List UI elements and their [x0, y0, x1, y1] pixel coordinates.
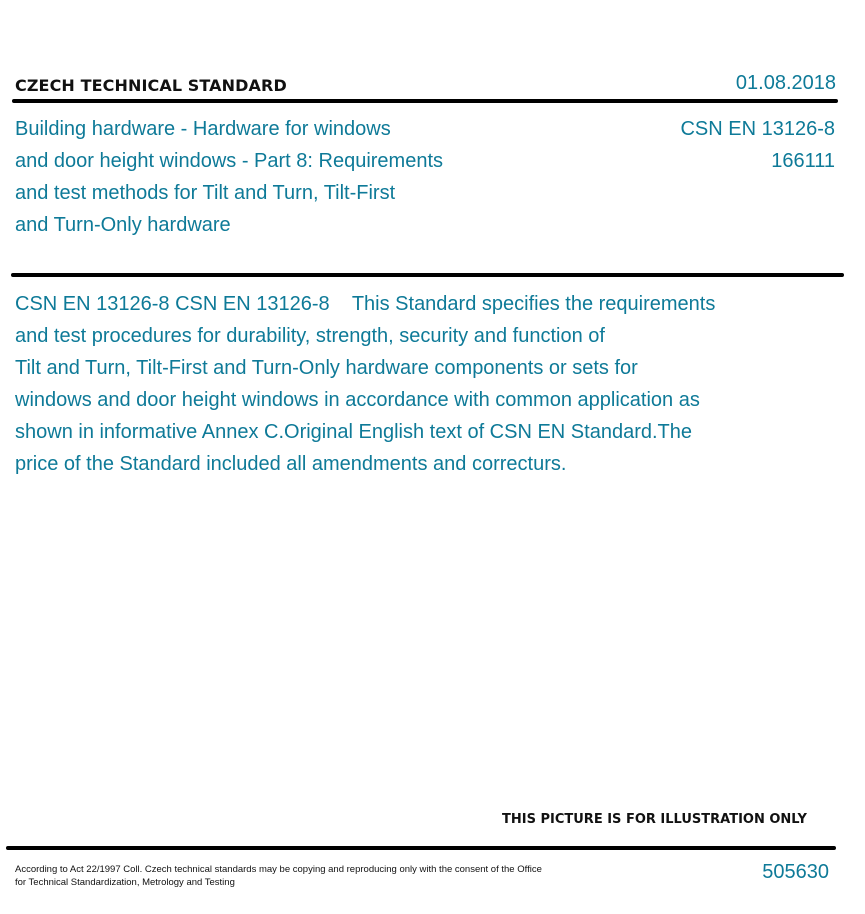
legal-notice-line: for Technical Standardization, Metrology and Testing [15, 877, 235, 888]
publication-date: 01.08.2018 [735, 72, 836, 94]
abstract-line: Tilt and Turn, Tilt-First and Turn-Only hardware components or sets for [15, 357, 638, 379]
abstract-line: and test procedures for durability, strength, security and function of [15, 325, 605, 347]
document-type-label: CZECH TECHNICAL STANDARD [15, 76, 287, 95]
standard-title-line: and door height windows - Part 8: Requirements [15, 150, 444, 172]
standard-title-line: Building hardware - Hardware for windows [15, 118, 391, 140]
standard-title-line: and test methods for Tilt and Turn, Tilt-First [15, 182, 396, 204]
standard-code: CSN EN 13126-8 [680, 118, 835, 140]
legal-notice [15, 863, 585, 889]
title-divider [11, 273, 844, 277]
header-divider [12, 99, 838, 103]
standard-title [15, 113, 535, 241]
footer-code: 505630 [762, 861, 829, 883]
footer-divider [6, 846, 836, 850]
standard-identifiers [680, 113, 835, 177]
abstract-line: shown in informative Annex C.Original English text of CSN EN Standard.The [15, 421, 692, 443]
catalog-number: 166111 [771, 150, 835, 172]
standard-title-line: and Turn-Only hardware [15, 214, 231, 236]
abstract-line: CSN EN 13126-8 CSN EN 13126-8 This Standard specifies the requirements [15, 293, 716, 315]
illustration-notice: THIS PICTURE IS FOR ILLUSTRATION ONLY [502, 812, 807, 827]
abstract-text [15, 288, 785, 480]
legal-notice-line: According to Act 22/1997 Coll. Czech technical standards may be copying and reproducing only with the consent of the Office [15, 864, 542, 875]
abstract-line: price of the Standard included all amendments and correcturs. [15, 453, 567, 475]
abstract-line: windows and door height windows in accordance with common application as [15, 389, 700, 411]
